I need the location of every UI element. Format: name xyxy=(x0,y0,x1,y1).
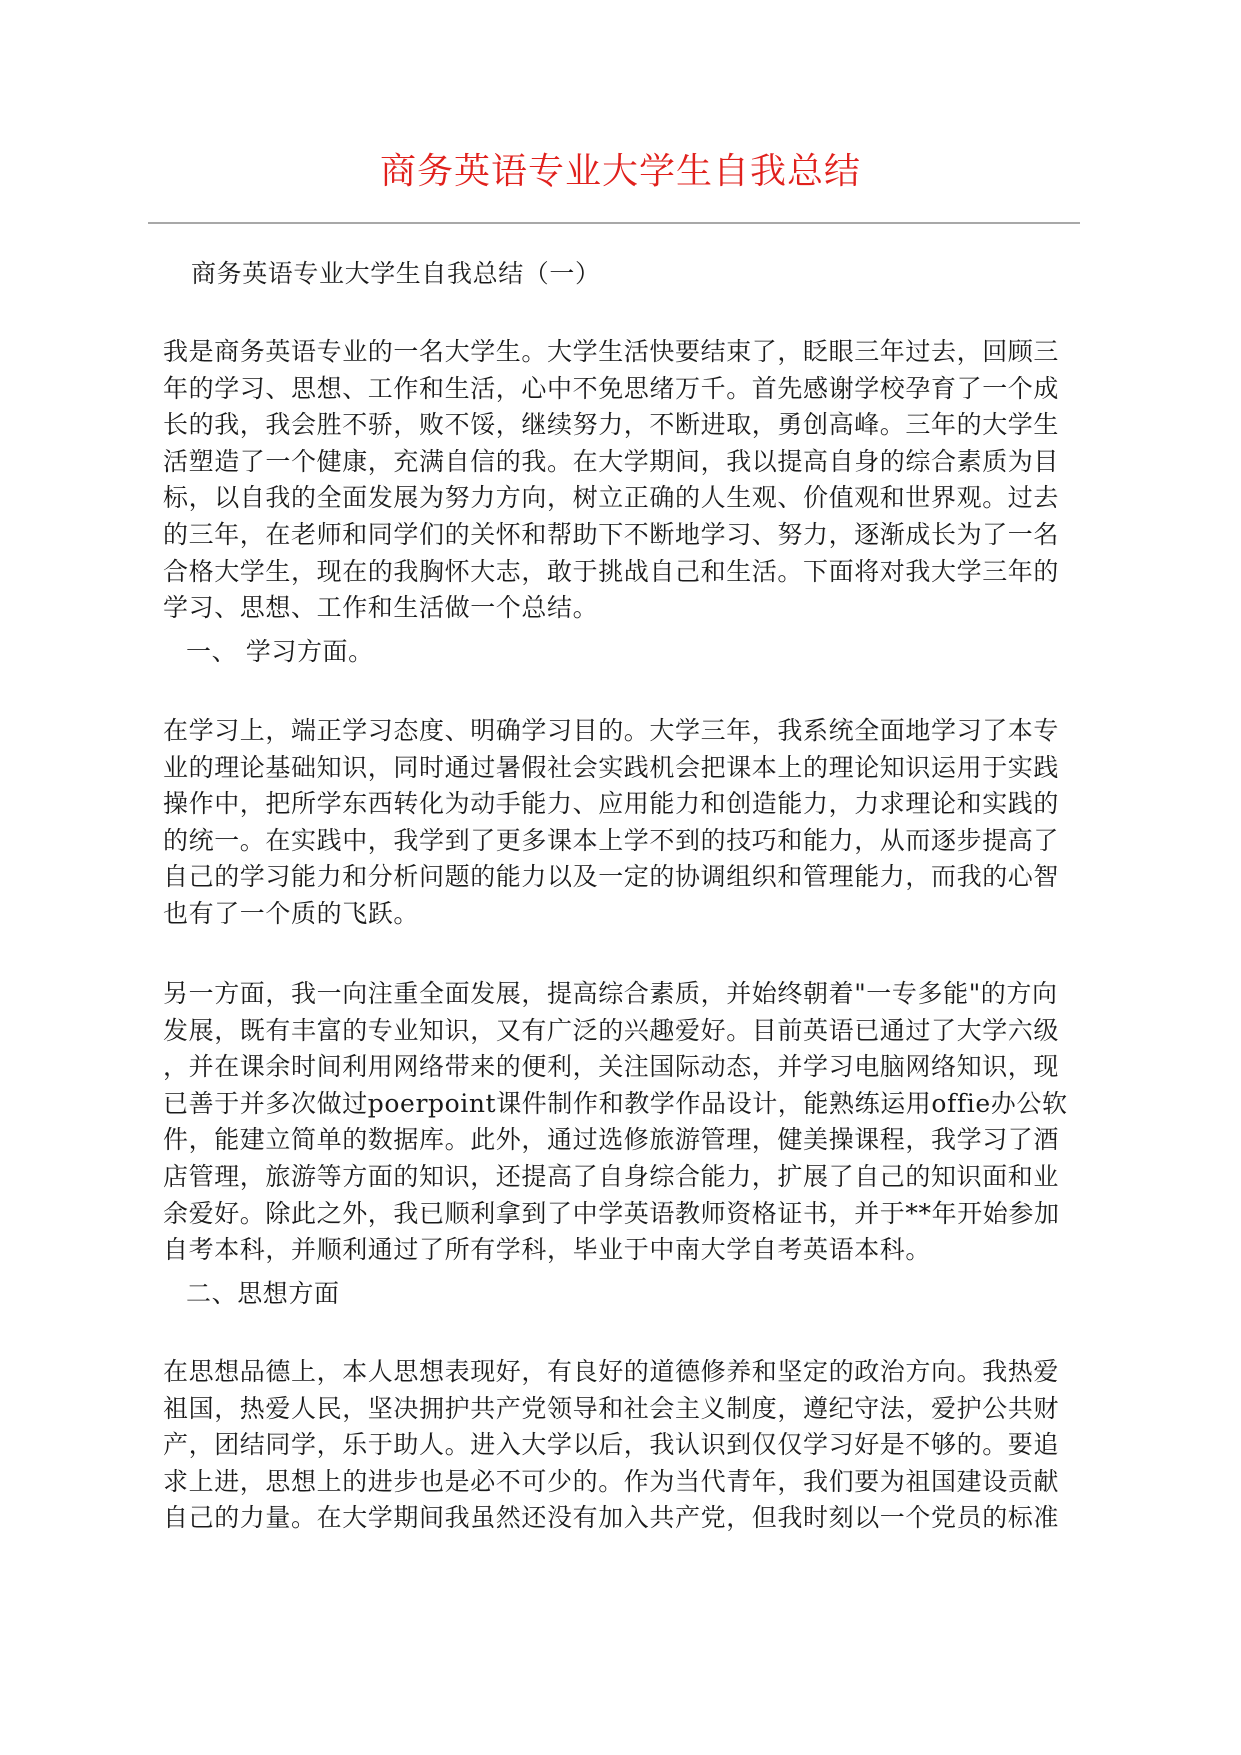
paragraph-line: 自己的力量。在大学期间我虽然还没有加入共产党，但我时刻以一个党员的标准 xyxy=(163,1503,1060,1533)
paragraph-line: 已善于并多次做过poerpoint课件制作和教学作品设计，能熟练运用offie办公软 xyxy=(163,1088,1068,1118)
section-heading-thought: 二、思想方面 xyxy=(186,1279,340,1308)
paragraph-line: 标，以自我的全面发展为努力方向，树立正确的人生观、价值观和世界观。过去 xyxy=(163,483,1060,513)
section-subtitle: 商务英语专业大学生自我总结（一） xyxy=(191,259,601,288)
paragraph-line: 发展，既有丰富的专业知识，又有广泛的兴趣爱好。目前英语已通过了大学六级 xyxy=(163,1015,1060,1045)
paragraph-line: 长的我，我会胜不骄，败不馁，继续努力，不断进取，勇创高峰。三年的大学生 xyxy=(163,410,1060,440)
paragraph-thought xyxy=(163,1354,1103,1537)
paragraph-line: 产，团结同学，乐于助人。进入大学以后，我认识到仅仅学习好是不够的。要追 xyxy=(163,1430,1060,1460)
paragraph-study xyxy=(163,713,1103,933)
paragraph-line: 件，能建立简单的数据库。此外，通过选修旅游管理，健美操课程，我学习了酒 xyxy=(163,1125,1060,1155)
paragraph-line: 余爱好。除此之外，我已顺利拿到了中学英语教师资格证书，并于**年开始参加 xyxy=(163,1198,1060,1228)
paragraph-line: ，并在课余时间利用网络带来的便利，关注国际动态，并学习电脑网络知识，现 xyxy=(163,1052,1060,1082)
paragraph-line: 也有了一个质的飞跃。 xyxy=(163,898,420,928)
paragraph-line: 我是商务英语专业的一名大学生。大学生活快要结束了，眨眼三年过去，回顾三 xyxy=(163,337,1060,366)
paragraph-intro xyxy=(163,334,1103,627)
paragraph-line: 自己的学习能力和分析问题的能力以及一定的协调组织和管理能力，而我的心智 xyxy=(163,862,1060,892)
paragraph-line: 在思想品德上，本人思想表现好，有良好的道德修养和坚定的政治方向。我热爱 xyxy=(163,1357,1060,1386)
paragraph-line: 学习、思想、工作和生活做一个总结。 xyxy=(163,593,599,623)
document-title: 商务英语专业大学生自我总结 xyxy=(379,151,861,192)
paragraph-line: 祖国，热爱人民，坚决拥护共产党领导和社会主义制度，遵纪守法，爱护公共财 xyxy=(163,1393,1060,1423)
paragraph-line: 的三年，在老师和同学们的关怀和帮助下不断地学习、努力，逐渐成长为了一名 xyxy=(163,519,1060,549)
paragraph-line: 的统一。在实践中，我学到了更多课本上学不到的技巧和能力，从而逐步提高了 xyxy=(163,825,1060,855)
paragraph-line: 在学习上，端正学习态度、明确学习目的。大学三年，我系统全面地学习了本专 xyxy=(163,716,1060,745)
paragraph-line: 业的理论基础知识，同时通过暑假社会实践机会把课本上的理论知识运用于实践 xyxy=(163,752,1060,782)
paragraph-line: 店管理，旅游等方面的知识，还提高了自身综合能力，扩展了自己的知识面和业 xyxy=(163,1161,1060,1191)
paragraph-line: 另一方面，我一向注重全面发展，提高综合素质，并始终朝着"一专多能"的方向 xyxy=(163,979,1058,1008)
paragraph-line: 活塑造了一个健康，充满自信的我。在大学期间，我以提高自身的综合素质为目 xyxy=(163,446,1060,476)
paragraph-line: 操作中，把所学东西转化为动手能力、应用能力和创造能力，力求理论和实践的 xyxy=(163,789,1060,819)
paragraph-line: 合格大学生，现在的我胸怀大志，敢于挑战自己和生活。下面将对我大学三年的 xyxy=(163,556,1060,586)
paragraph-line: 求上进，思想上的进步也是必不可少的。作为当代青年，我们要为祖国建设贡献 xyxy=(163,1466,1060,1496)
paragraph-line: 年的学习、思想、工作和生活，心中不免思绪万千。首先感谢学校孕育了一个成 xyxy=(163,373,1060,403)
paragraph-line: 自考本科，并顺利通过了所有学科，毕业于中南大学自考英语本科。 xyxy=(163,1235,932,1265)
paragraph-development xyxy=(163,976,1103,1269)
title-divider xyxy=(148,222,1080,224)
section-heading-study: 一、 学习方面。 xyxy=(186,637,374,666)
